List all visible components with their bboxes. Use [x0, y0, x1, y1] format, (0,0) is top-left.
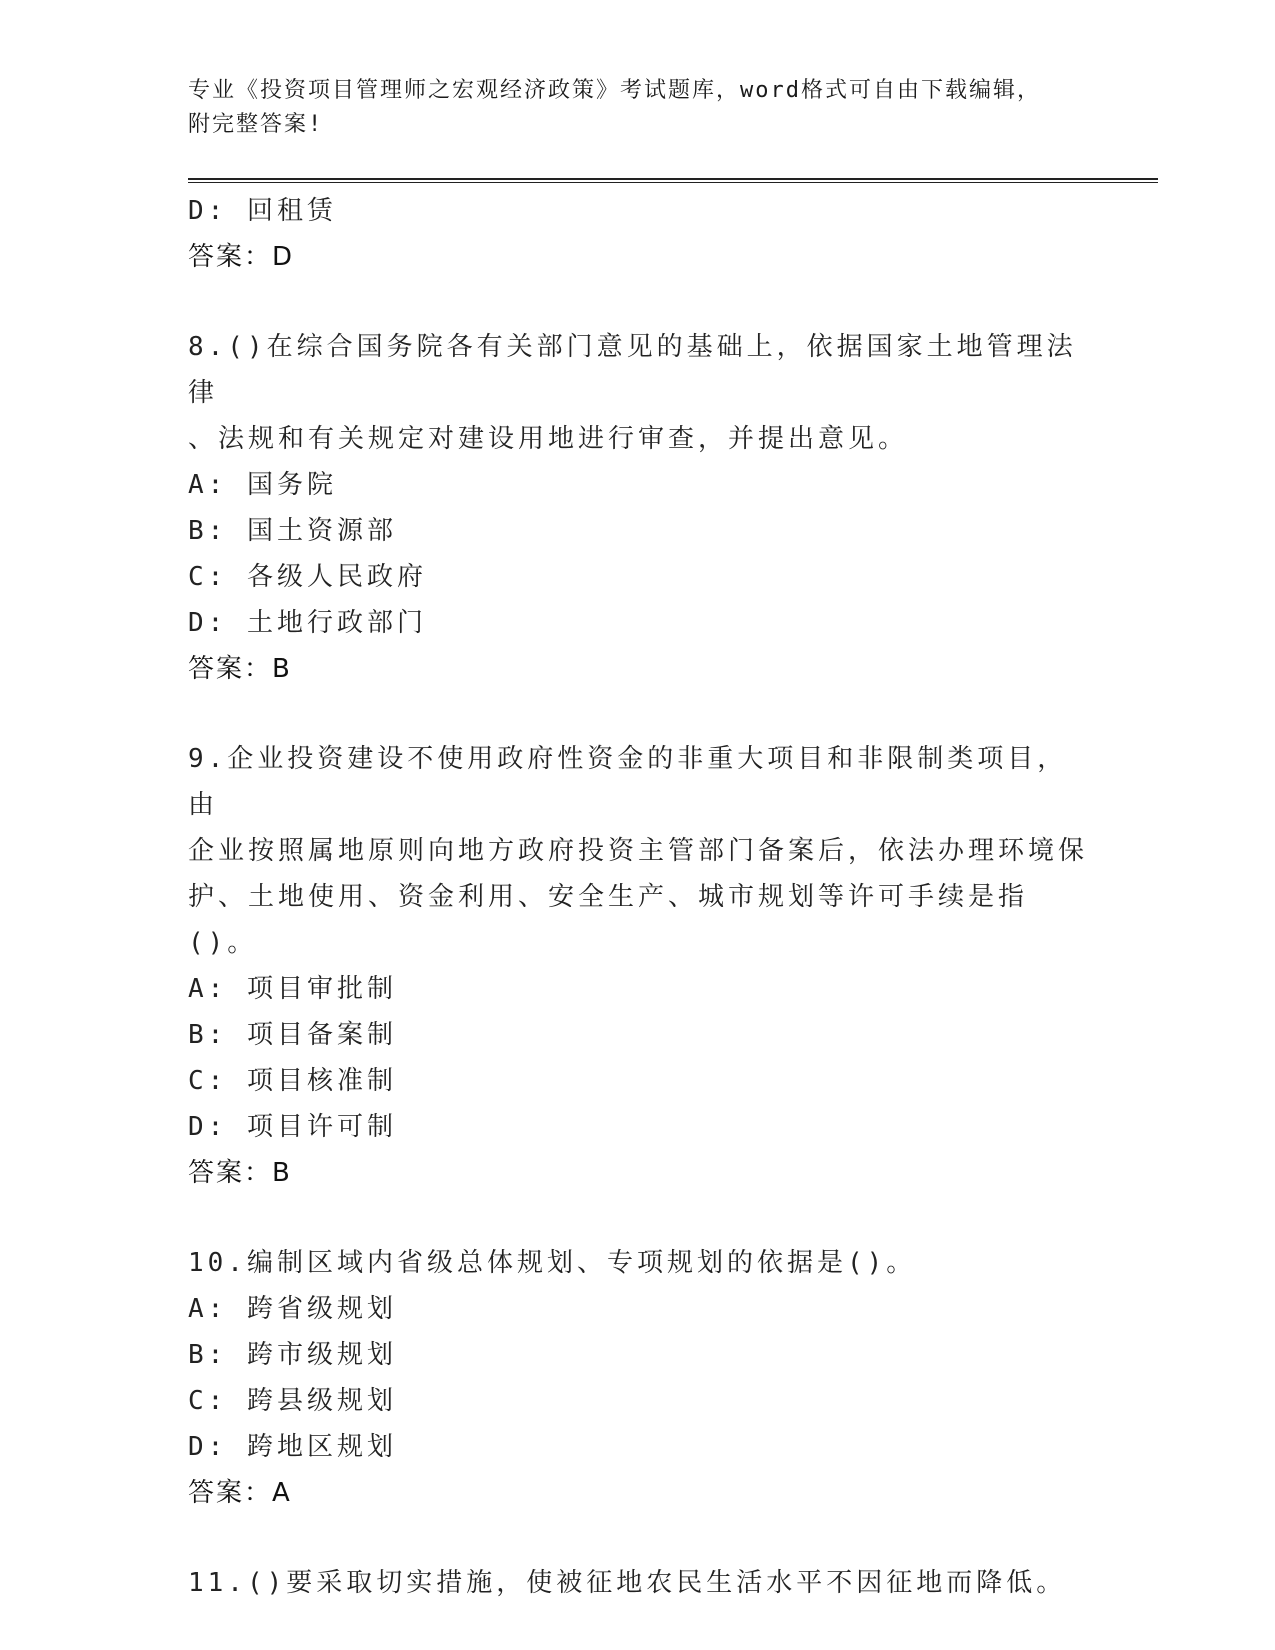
question-text-line: 、法规和有关规定对建设用地进行审查，并提出意见。 [188, 424, 909, 454]
option-b: B: 国土资源部 [188, 516, 397, 546]
answer: 答案：A [188, 1478, 292, 1508]
question-text-line: 企业按照属地原则向地方政府投资主管部门备案后，依法办理环境保 [188, 836, 1089, 866]
option-c: C: 跨县级规划 [188, 1386, 397, 1416]
question-10 [188, 1240, 1088, 1516]
document-body [188, 188, 1088, 1606]
spacer [188, 1516, 1088, 1560]
answer: 答案：B [188, 654, 292, 684]
document-header [188, 74, 1068, 142]
option-d: D: 跨地区规划 [188, 1432, 397, 1462]
question-text-line: 8.()在综合国务院各有关部门意见的基础上，依据国家土地管理法律 [188, 332, 1077, 408]
option-d: D: 项目许可制 [188, 1112, 397, 1142]
answer: 答案：B [188, 1158, 292, 1188]
question-text-line: 9.企业投资建设不使用政府性资金的非重大项目和非限制类项目，由 [188, 744, 1068, 820]
question-text-line: 10.编制区域内省级总体规划、专项规划的依据是()。 [188, 1248, 917, 1278]
header-line-1: 专业《投资项目管理师之宏观经济政策》考试题库，word格式可自由下载编辑， [188, 78, 1041, 103]
spacer [188, 692, 1088, 736]
option-d: D: 土地行政部门 [188, 608, 427, 638]
option-c: C: 各级人民政府 [188, 562, 427, 592]
question-text-line: 护、土地使用、资金利用、安全生产、城市规划等许可手续是指()。 [188, 882, 1029, 958]
spacer [188, 1196, 1088, 1240]
header-line-2: 附完整答案! [188, 112, 324, 137]
question-9 [188, 736, 1088, 1196]
option-c: C: 项目核准制 [188, 1066, 397, 1096]
option-b: B: 跨市级规划 [188, 1340, 397, 1370]
spacer [188, 280, 1088, 324]
option-a: A: 跨省级规划 [188, 1294, 397, 1324]
header-divider [188, 178, 1158, 183]
question-text-line: 11.()要采取切实措施，使被征地农民生活水平不因征地而降低。 [188, 1568, 1067, 1598]
answer: 答案：D [188, 242, 295, 272]
option-b: B: 项目备案制 [188, 1020, 397, 1050]
option-a: A: 国务院 [188, 470, 337, 500]
question-7-tail [188, 188, 1088, 280]
question-8 [188, 324, 1088, 692]
question-11 [188, 1560, 1088, 1606]
option-d: D: 回租赁 [188, 196, 337, 226]
option-a: A: 项目审批制 [188, 974, 397, 1004]
